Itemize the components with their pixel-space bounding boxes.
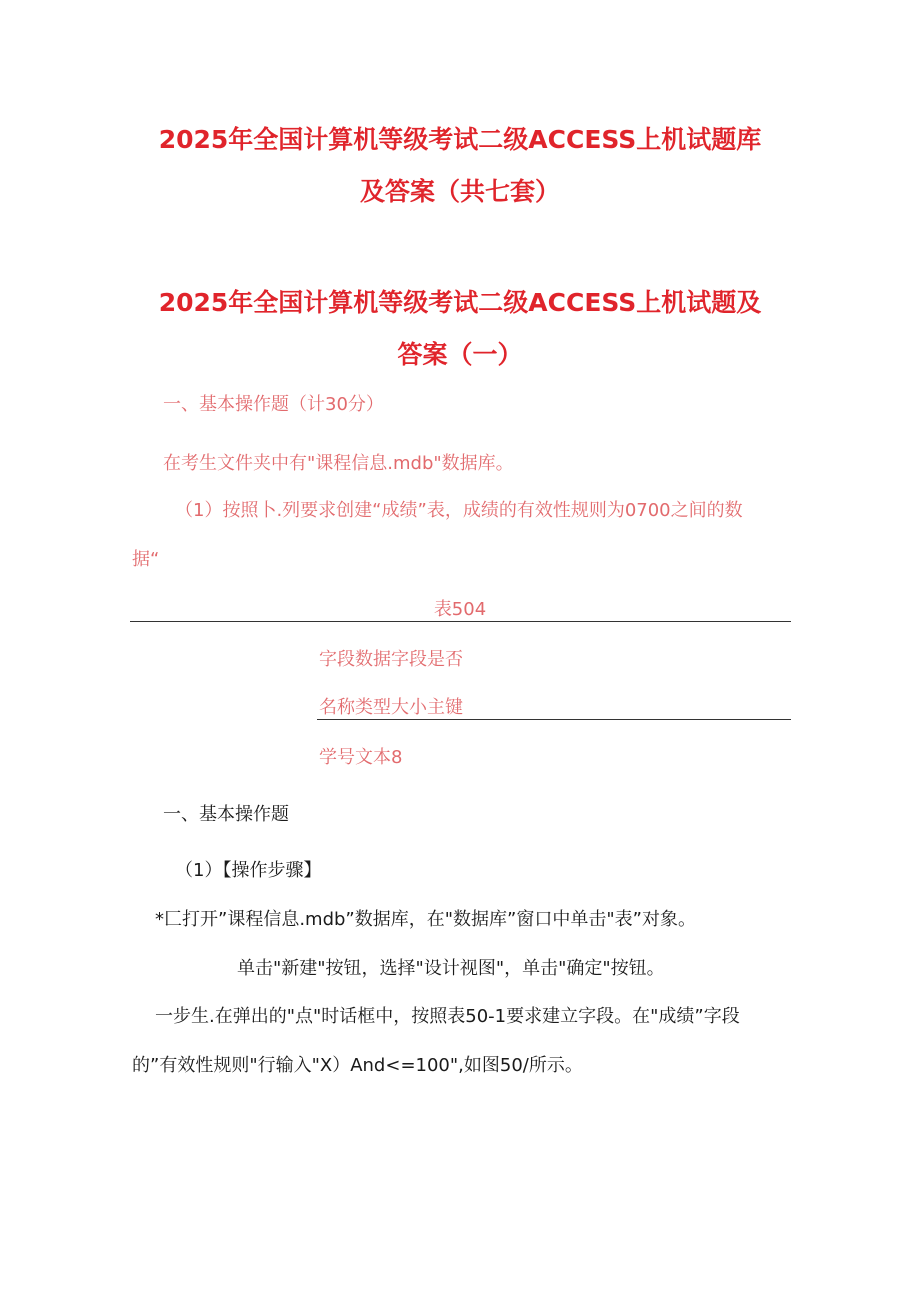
table-top-rule bbox=[130, 621, 791, 622]
step3-line2: 的”有效性规则"行输入"X）And<=100",如图50/所示。 bbox=[132, 1055, 583, 1076]
step3-line1: 一步生.在弹出的"点"时话框中，按照表50-1要求建立字段。在"成绩”字段 bbox=[155, 1006, 740, 1027]
table-caption: 表504 bbox=[433, 599, 487, 620]
document-title-line2: 及答案（共七套） bbox=[359, 177, 560, 206]
task1-line1: （1）按照卜.列要求创建“成绩”表，成绩的有效性规则为0700之间的数 bbox=[175, 500, 743, 521]
task1-line2: 据“ bbox=[132, 549, 160, 570]
part-heading: 一、基本操作题（计30分） bbox=[163, 394, 384, 415]
section-title-line2: 答案（一） bbox=[397, 340, 523, 369]
answer-heading: 一、基本操作题 bbox=[163, 804, 289, 825]
table-header-line1: 字段数据字段是否 bbox=[319, 649, 463, 670]
intro-paragraph: 在考生文件夹中有"课程信息.mdb"数据库。 bbox=[163, 453, 514, 474]
table-header-line2: 名称类型大小主键 bbox=[319, 697, 463, 718]
table-header-rule bbox=[317, 719, 791, 720]
step2-paragraph: 单击"新建"按钮，选择"设计视图"，单击"确定"按钮。 bbox=[237, 958, 665, 979]
section-title-line1: 2025年全国计算机等级考试二级ACCESS上机试题及 bbox=[158, 288, 762, 317]
step-heading: （1）【操作步骤】 bbox=[175, 860, 322, 881]
document-title-line1: 2025年全国计算机等级考试二级ACCESS上机试题库 bbox=[158, 125, 762, 154]
table-row: 学号文本8 bbox=[319, 747, 403, 768]
step1-paragraph: *匚打开”课程信息.mdb”数据库，在"数据库”窗口中单击"表”对象。 bbox=[155, 909, 696, 930]
